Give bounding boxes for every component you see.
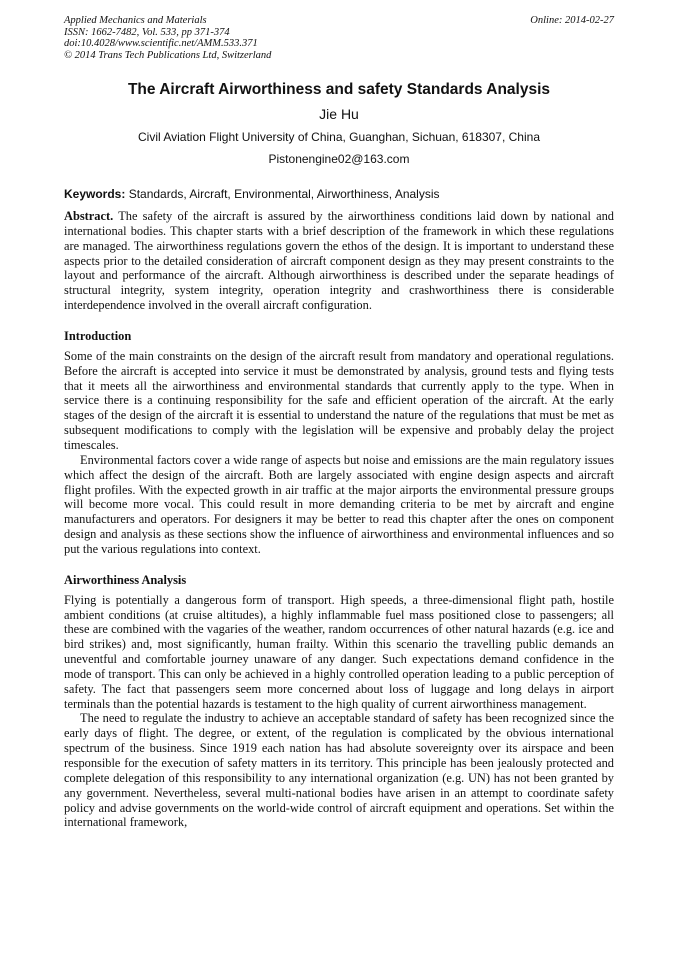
paper-body [64, 186, 614, 830]
author-name: Jie Hu [319, 106, 359, 122]
keywords [64, 186, 614, 202]
online-date: Online: 2014-02-27 [530, 15, 614, 26]
abstract-text: The safety of the aircraft is assured by the airworthiness conditions laid down by national and international bodies. This chapter starts with a brief description of the framework in which these regulations are managed. The airworthiness regulations govern the ethos of the design. It is important to understand these aspects prior to the detailed consideration of aircraft component design as they may present constraints to the layout and performance of the aircraft. Although airworthiness is described under the separate headings of structural integrity, system integrity, operation integrity and crashworthiness there is considerable interdependence involved in the overall aircraft configuration. [64, 209, 614, 313]
paper-title: The Aircraft Airworthiness and safety Standards Analysis [127, 81, 551, 98]
introduction-paragraph-2: Environmental factors cover a wide range of aspects but noise and emissions are the main regulatory issues which affect the design of the aircraft. Both are largely associated with engine design aspects and aircraft flight profiles. With the expected growth in air traffic at the major airports the environmental pressure groups will become more vocal. This could result in more demanding criteria to be met by aircraft and engine manufacturers and operators. For designers it may be better to read this chapter after the ones on component design and analysis as these sections show the influence of airworthiness and environmental influences and so put the various regulations into context. [64, 452, 614, 556]
airworthiness-paragraph-2: The need to regulate the industry to achieve an acceptable standard of safety has been recognized since the early days of flight. The degree, or extent, of the regulation is complicated by the obvious international spectrum of the business. Since 1919 each nation has had absolute sovereignty over its airspace and been responsible for the execution of safety matters in its territory. This principle has been jealously protected and complete delegation of this responsibility to any international organization (e.g. UN) has not been granted by any government. Nevertheless, several multi-national bodies have arisen in an attempt to coordinate safety policy and advise governments on the world-wide control of aircraft equipment and operations. Set within the international framework, [64, 711, 614, 830]
airworthiness-heading: Airworthiness Analysis [64, 572, 187, 587]
issn-line: ISSN: 1662-7482, Vol. 533, pp 371-374 [64, 26, 230, 38]
doi-line: doi:10.4028/www.scientific.net/AMM.533.371 [64, 38, 258, 49]
author-affiliation: Civil Aviation Flight University of China, Guanghan, Sichuan, 618307, China [137, 130, 540, 144]
keywords-text: Standards, Aircraft, Environmental, Airworthiness, Analysis [125, 187, 440, 201]
title-block [64, 80, 614, 167]
keywords-label: Keywords: [64, 187, 126, 201]
author-email: Pistonengine02@163.com [268, 152, 410, 166]
introduction-heading: Introduction [64, 328, 132, 343]
airworthiness-paragraph-1: Flying is potentially a dangerous form of transport. High speeds, a three-dimensional flight path, hostile ambient conditions (at cruise altitudes), a highly inflammable fuel mass positioned close to passengers; all these are combined with the vagaries of the weather, random occurrences of other natural hazards (e.g. ice and bird strikes) and, most significantly, human frailty. Within this scenario the travelling public demands an uneventful and comfortable journey unaware of any danger. Such expectations demand confidence in the mode of transport. This can only be achieved in a highly controlled operation leading to a public perception of safety. The fact that passengers seem more concerned about loss of luggage and long delays in airport terminals than the potential hazards is testament to the high quality of current airworthiness management. [64, 592, 614, 711]
copyright-line: © 2014 Trans Tech Publications Ltd, Switzerland [64, 49, 272, 61]
journal-name: Applied Mechanics and Materials [64, 15, 207, 26]
abstract-label: Abstract. [64, 209, 114, 223]
abstract [64, 209, 614, 313]
introduction-paragraph-1: Some of the main constraints on the design of the aircraft result from mandatory and operational regulations. Before the aircraft is accepted into service it must be demonstrated by analysis, ground tests and flying tests that it meets all the airworthiness and environmental standards that currently apply to the type. When in service there is a continuing responsibility for the safe and efficient operation of the aircraft. At the early stages of the design of the aircraft it is essential to understand the nature of the regulations that must be met as subsequent modifications to comply with the legislation will be expensive and probably delay the project timescales. [64, 348, 614, 452]
journal-header [64, 15, 484, 61]
